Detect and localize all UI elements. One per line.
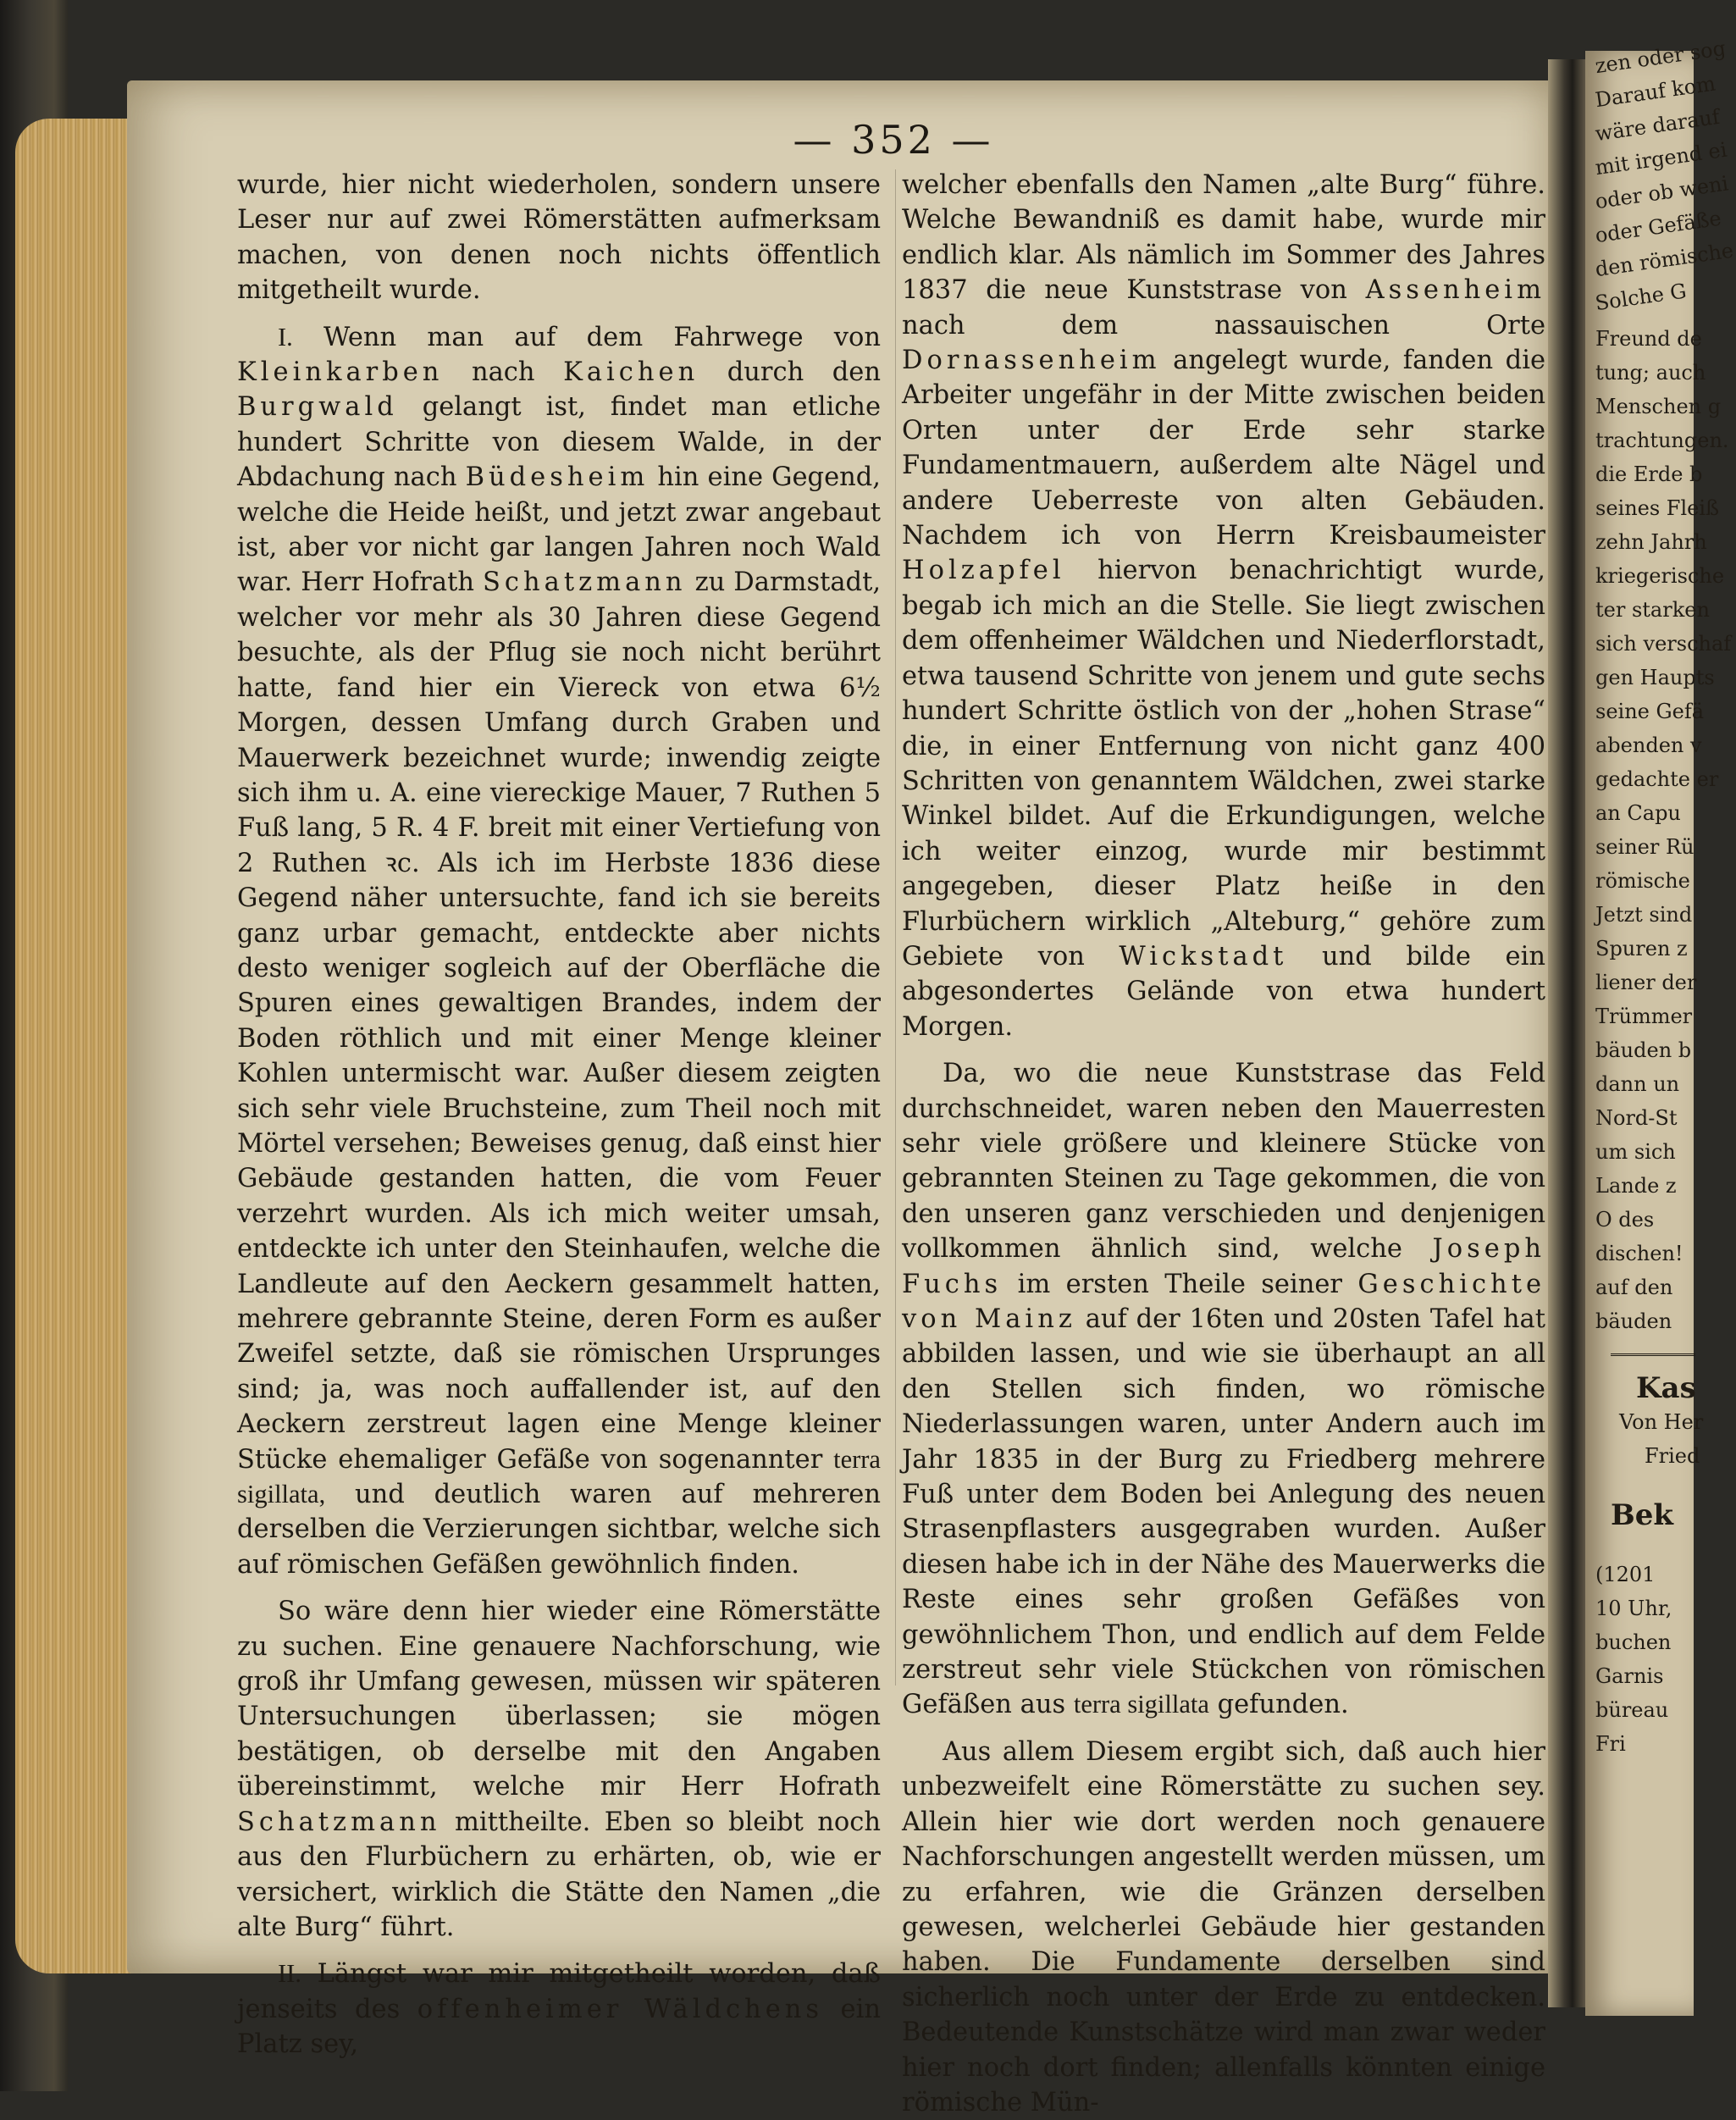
next-page-line: seine Gefä: [1595, 700, 1705, 723]
book-title: Geschichte von Mainz: [902, 1269, 1545, 1334]
right-paragraph-3: Aus allem Diesem ergibt sich, daß auch hier unbezweifelt eine Römerstätte zu suchen sey. Allein hier wie dort werden noch genauere Nachforschungen angestellt werden müssen, um zu erfahren, wie die Gränzen derselben gewesen, welcherlei Gebäude hier gestanden haben. Die Fundamente derselben sind sicherlich noch unter der Erde zu entdecken. Bedeutende Kunstschätze wird man zwar weder hier noch dort finden; allenfalls könnten einige römische Mün-: [902, 1736, 1545, 2117]
next-page-line: wäre darauf: [1593, 104, 1722, 147]
section-marker-II: II.: [278, 1959, 301, 1989]
next-page-line: (1201: [1595, 1563, 1656, 1586]
next-page-line: bäuden b: [1595, 1038, 1692, 1062]
person-name: Schatzmann: [237, 1807, 441, 1837]
next-page-line: Nord-St: [1595, 1106, 1678, 1130]
left-paragraph-2: I. Wenn man auf dem Fahrwege von Kleinkarben nach Kaichen durch den Burgwald gelangt ist, findet man etliche hundert Schritte von diesem Walde, in der Abdachung nach Büdesheim hin eine Gegend, welche die Heide heißt, und jetzt zwar angebaut ist, aber vor nicht gar langen Jahren noch Wald war. Herr Hofrath Schatzmann zu Darmstadt, welcher vor mehr als 30 Jahren diese Gegend besuchte, als der Pflug sie noch nicht berührt hatte, fand hier ein Viereck von etwa 6½ Morgen, dessen Umfang durch Graben und Mauerwerk bezeichnet wurde; inwendig zeigte sich ihm u. A. eine viereckige Mauer, 7 Ruthen 5 Fuß lang, 5 R. 4 F. breit mit einer Vertiefung von 2 Ruthen ꝛc. Als ich im Herbste 1836 diese Gegend näher untersuchte, fand ich sie bereits ganz urbar gemacht, entdeckte aber nichts desto weniger sogleich auf der Oberfläche die Spuren eines gewaltigen Brandes, indem der Boden röthlich und mit einer Menge kleiner Kohlen untermischt war. Außer diesem zeigten sich sehr viele Bruchsteine, zum Theil noch mit Mörtel versehen; Beweises genug, daß einst hier Gebäude gestanden hatten, die vom Feuer verzehrt wurden. Als ich mich weiter umsah, entdeckte ich unter den Steinhaufen, welche die Landleute auf den Aeckern gesammelt hatten, mehrere gebrannte Steine, deren Form es außer Zweifel setzte, daß sie römischen Ursprunges sind; ja, was noch auffallender ist, auf den Aeckern zerstreut lagen eine Menge kleiner Stücke ehemaliger Gefäße von sogenannter terra sigillata, und deutlich waren auf mehreren derselben die Verzierungen sichtbar, welche sich auf römischen Gefäßen gewöhnlich finden.: [237, 322, 882, 1580]
next-page-line: dischen!: [1595, 1242, 1683, 1265]
left-paragraph-1: wurde, hier nicht wiederholen, sondern unsere Leser nur auf zwei Römerstätten aufmerksam machen, von denen noch nichts öffentlich mitgetheilt wurde.: [237, 170, 881, 306]
next-page-line: zen oder sog: [1593, 36, 1728, 79]
next-page-line: dann un: [1595, 1072, 1680, 1096]
next-page-line: Spuren z: [1595, 937, 1688, 960]
place-name: Büdesheim: [465, 462, 650, 493]
next-page-line: trachtungen.: [1595, 429, 1729, 452]
next-page-byline: Fried: [1645, 1444, 1700, 1468]
next-page-line: büreau: [1595, 1698, 1669, 1722]
place-name: offenheimer Wäldchens: [417, 1994, 824, 2024]
next-page-line: gedachte er: [1595, 767, 1719, 791]
next-page-line: Jetzt sind: [1595, 903, 1693, 927]
next-page-fragment: [1585, 36, 1735, 2016]
column-divider: [895, 169, 896, 1685]
place-name: Assenheim: [1365, 275, 1545, 306]
next-page-line: buchen: [1595, 1630, 1672, 1654]
left-paragraph-4: II. Längst war mir mitgetheilt worden, daß jenseits des offenheimer Wäldchens ein Platz sey,: [237, 1959, 881, 2060]
next-page-line: tung; auch: [1595, 361, 1706, 385]
book-gutter: [1548, 59, 1589, 2007]
next-page-line: kriegerische: [1595, 564, 1725, 588]
person-name: Holzapfel: [902, 556, 1065, 586]
next-page-heading: Kas: [1636, 1371, 1696, 1405]
page-stack-edge: [15, 119, 134, 1973]
next-page-line: abenden v: [1595, 733, 1702, 757]
next-page-line: zehn Jahrh: [1595, 530, 1707, 554]
left-paragraph-3: So wäre denn hier wieder eine Römerstätte zu suchen. Eine genauere Nachforschung, wie groß ihr Umfang gewesen, müssen wir späteren Untersuchungen überlassen; sie mögen bestätigen, ob derselbe mit den Angaben übereinstimmt, welche mir Herr Hofrath Schatzmann mittheilte. Eben so bleibt noch aus den Flurbüchern zu erhärten, ob, wie er versichert, wirklich die Stätte den Namen „die alte Burg“ führt.: [237, 1597, 882, 1942]
next-page-line: bäuden: [1595, 1309, 1672, 1333]
next-page-line: Solche G: [1593, 279, 1689, 316]
next-page-rule: [1611, 1353, 1695, 1356]
next-page-line: Freund de: [1595, 327, 1702, 351]
person-name: Joseph Fuchs: [902, 1234, 1545, 1299]
page-number: — 352 —: [793, 117, 994, 163]
left-column: [237, 168, 881, 2062]
next-page-line: römische: [1595, 869, 1690, 893]
place-name: Kaichen: [563, 357, 699, 388]
place-name: Kleinkarben: [237, 357, 444, 388]
next-page-line: auf den: [1595, 1276, 1673, 1299]
place-name: Dornassenheim: [902, 346, 1161, 376]
next-page-line: seiner Rü: [1595, 835, 1695, 859]
next-page-line: oder Gefäße: [1593, 206, 1723, 248]
next-page-line: an Capu: [1595, 801, 1681, 825]
place-name: Burgwald: [237, 392, 398, 423]
next-page-line: sich verschaf: [1595, 632, 1732, 656]
next-page-line: die Erde b: [1595, 462, 1703, 486]
person-name: Schatzmann: [483, 567, 687, 598]
section-marker-I: I.: [278, 322, 293, 351]
next-page-line: O des: [1595, 1208, 1655, 1232]
next-page-line: ter starken: [1595, 598, 1710, 622]
next-page-line: gen Haupts: [1595, 666, 1715, 689]
next-page-line: Lande z: [1595, 1174, 1677, 1198]
next-page-line: Darauf kom: [1593, 71, 1717, 113]
next-page-line: liener der: [1595, 971, 1697, 994]
next-page-lines: [1585, 36, 1735, 1338]
next-page-line: Trümmer: [1595, 1005, 1693, 1028]
latin-term: terra sigillata: [1073, 1690, 1209, 1719]
next-page-lines: [1585, 1558, 1694, 1761]
next-page-byline: Von Her: [1619, 1410, 1704, 1434]
next-page-line: Menschen g: [1595, 395, 1722, 418]
next-page-line: oder ob weni: [1593, 171, 1730, 214]
next-page-line: mit irgend ei: [1593, 137, 1729, 180]
next-page-line: den römische: [1593, 238, 1735, 282]
next-page-heading: Bek: [1611, 1498, 1673, 1532]
next-page-line: Fri: [1595, 1732, 1626, 1756]
right-paragraph-2: Da, wo die neue Kunststrase das Feld durchschneidet, waren neben den Mauerresten sehr viele größere und kleinere Stücke von gebrannten Steinen zu Tage gekommen, die von den unseren ganz verschieden und denjenigen vollkommen ähnlich sind, welche Joseph Fuchs im ersten Theile seiner Geschichte von Mainz auf der 16ten und 20sten Tafel hat abbilden lassen, und wie sie überhaupt an all den Stellen sich finden, wo römische Niederlassungen waren, unter Andern auch im Jahr 1835 in der Burg zu Friedberg mehrere Fuß unter dem Boden bei Anlegung des neuen Strasenpflasters ausgegraben wurden. Außer diesen habe ich in der Nähe des Mauerwerks die Reste eines sehr großen Gefäßes von gewöhnlichem Thon, und endlich auf dem Felde zerstreut sehr viele Stückchen von römischen Gefäßen aus terra sigillata gefunden.: [902, 1059, 1546, 1720]
place-name: Wickstadt: [1119, 941, 1288, 971]
next-page-line: um sich: [1595, 1140, 1676, 1164]
right-column: [902, 168, 1545, 2120]
next-page-line: seines Fleiß: [1595, 496, 1720, 520]
latin-term: terra sigillata,: [237, 1444, 881, 1509]
right-paragraph-1: welcher ebenfalls den Namen „alte Burg“ führe. Welche Bewandniß es damit habe, wurde mir endlich klar. Als nämlich im Sommer des Jahres 1837 die neue Kunststrase von Assenheim nach dem nassauischen Orte Dornassenheim angelegt wurde, fanden die Arbeiter ungefähr in der Mitte zwischen beiden Orten unter der Erde sehr starke Fundamentmauern, außerdem alte Nägel und andere Ueberreste von alten Gebäuden. Nachdem ich von Herrn Kreisbaumeister Holzapfel hiervon benachrichtigt wurde, begab ich mich an die Stelle. Sie liegt zwischen dem offenheimer Wäldchen und Niederflorstadt, etwa tausend Schritte von jenem und gute sechs hundert Schritte östlich von der „hohen Strase“ die, in einer Entfernung von nicht ganz 400 Schritten von genanntem Wäldchen, zwei starke Winkel bildet. Auf die Erkundigungen, welche ich weiter einzog, wurde mir bestimmt angegeben, dieser Platz heiße in den Flurbüchern wirklich „Alteburg,“ gehöre zum Gebiete von Wickstadt und bilde ein abgesondertes Gelände von etwa hundert Morgen.: [902, 170, 1546, 1042]
next-page-line: Garnis: [1595, 1664, 1664, 1688]
next-page-line: 10 Uhr,: [1595, 1597, 1672, 1620]
